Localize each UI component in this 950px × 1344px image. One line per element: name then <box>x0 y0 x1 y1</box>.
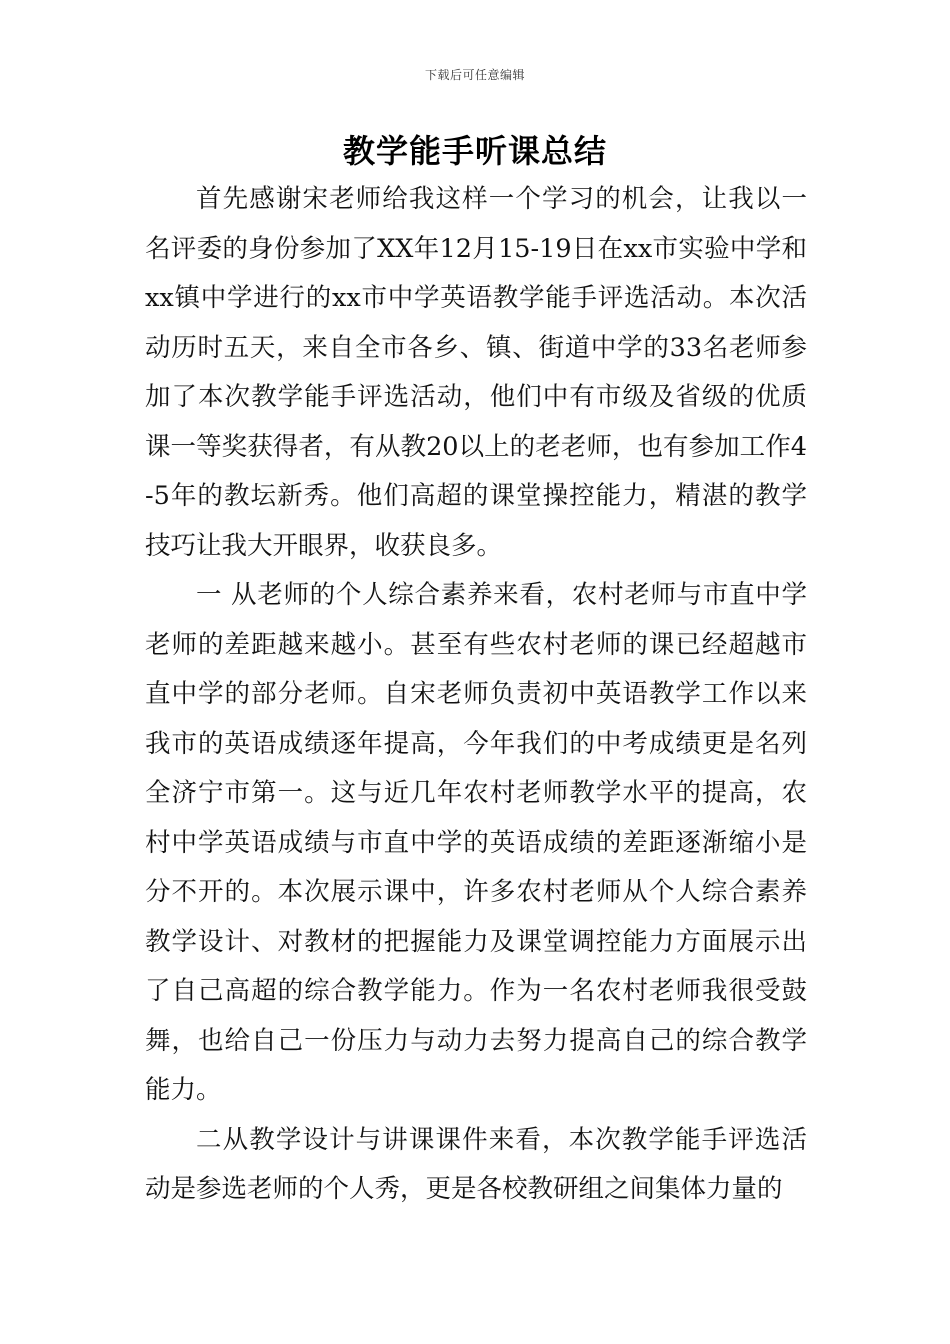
paragraph-section-two: 二从教学设计与讲课课件来看，本次教学能手评选活动是参选老师的个人秀，更是各校教研组之间集体力量的 <box>145 1124 807 1204</box>
document-title: 教学能手听课总结 <box>342 132 607 170</box>
paragraph-section-one: 一 从老师的个人综合素养来看，农村老师与市直中学老师的差距越来越小。甚至有些农村老师的课已经超越市直中学的部分老师。自宋老师负责初中英语教学工作以来我市的英语成绩逐年提高，今年我们的中考成绩更是名列全济宁市第一。这与近几年农村老师教学水平的提高，农村中学英语成绩与市直中学的英语成绩的差距逐渐缩小是分不开的。本次展示课中，许多农村老师从个人综合素养教学设计、对教材的把握能力及课堂调控能力方面展示出了自己高超的综合教学能力。作为一名农村老师我很受鼓舞，也给自己一份压力与动力去努力提高自己的综合教学能力。 <box>145 580 807 1105</box>
paragraph-intro: 首先感谢宋老师给我这样一个学习的机会，让我以一名评委的身份参加了XX年12月15-19日在xx市实验中学和xx镇中学进行的xx市中学英语教学能手评选活动。本次活动历时五天，来自全市各乡、镇、街道中学的33名老师参加了本次教学能手评选活动，他们中有市级及省级的优质课一等奖获得者，有从教20以上的老老师，也有参加工作4-5年的教坛新秀。他们高超的课堂操控能力，精湛的教学技巧让我大开眼界，收获良多。 <box>145 184 807 561</box>
header-note: 下载后可任意编辑 <box>424 68 525 82</box>
document-body <box>145 175 807 1215</box>
